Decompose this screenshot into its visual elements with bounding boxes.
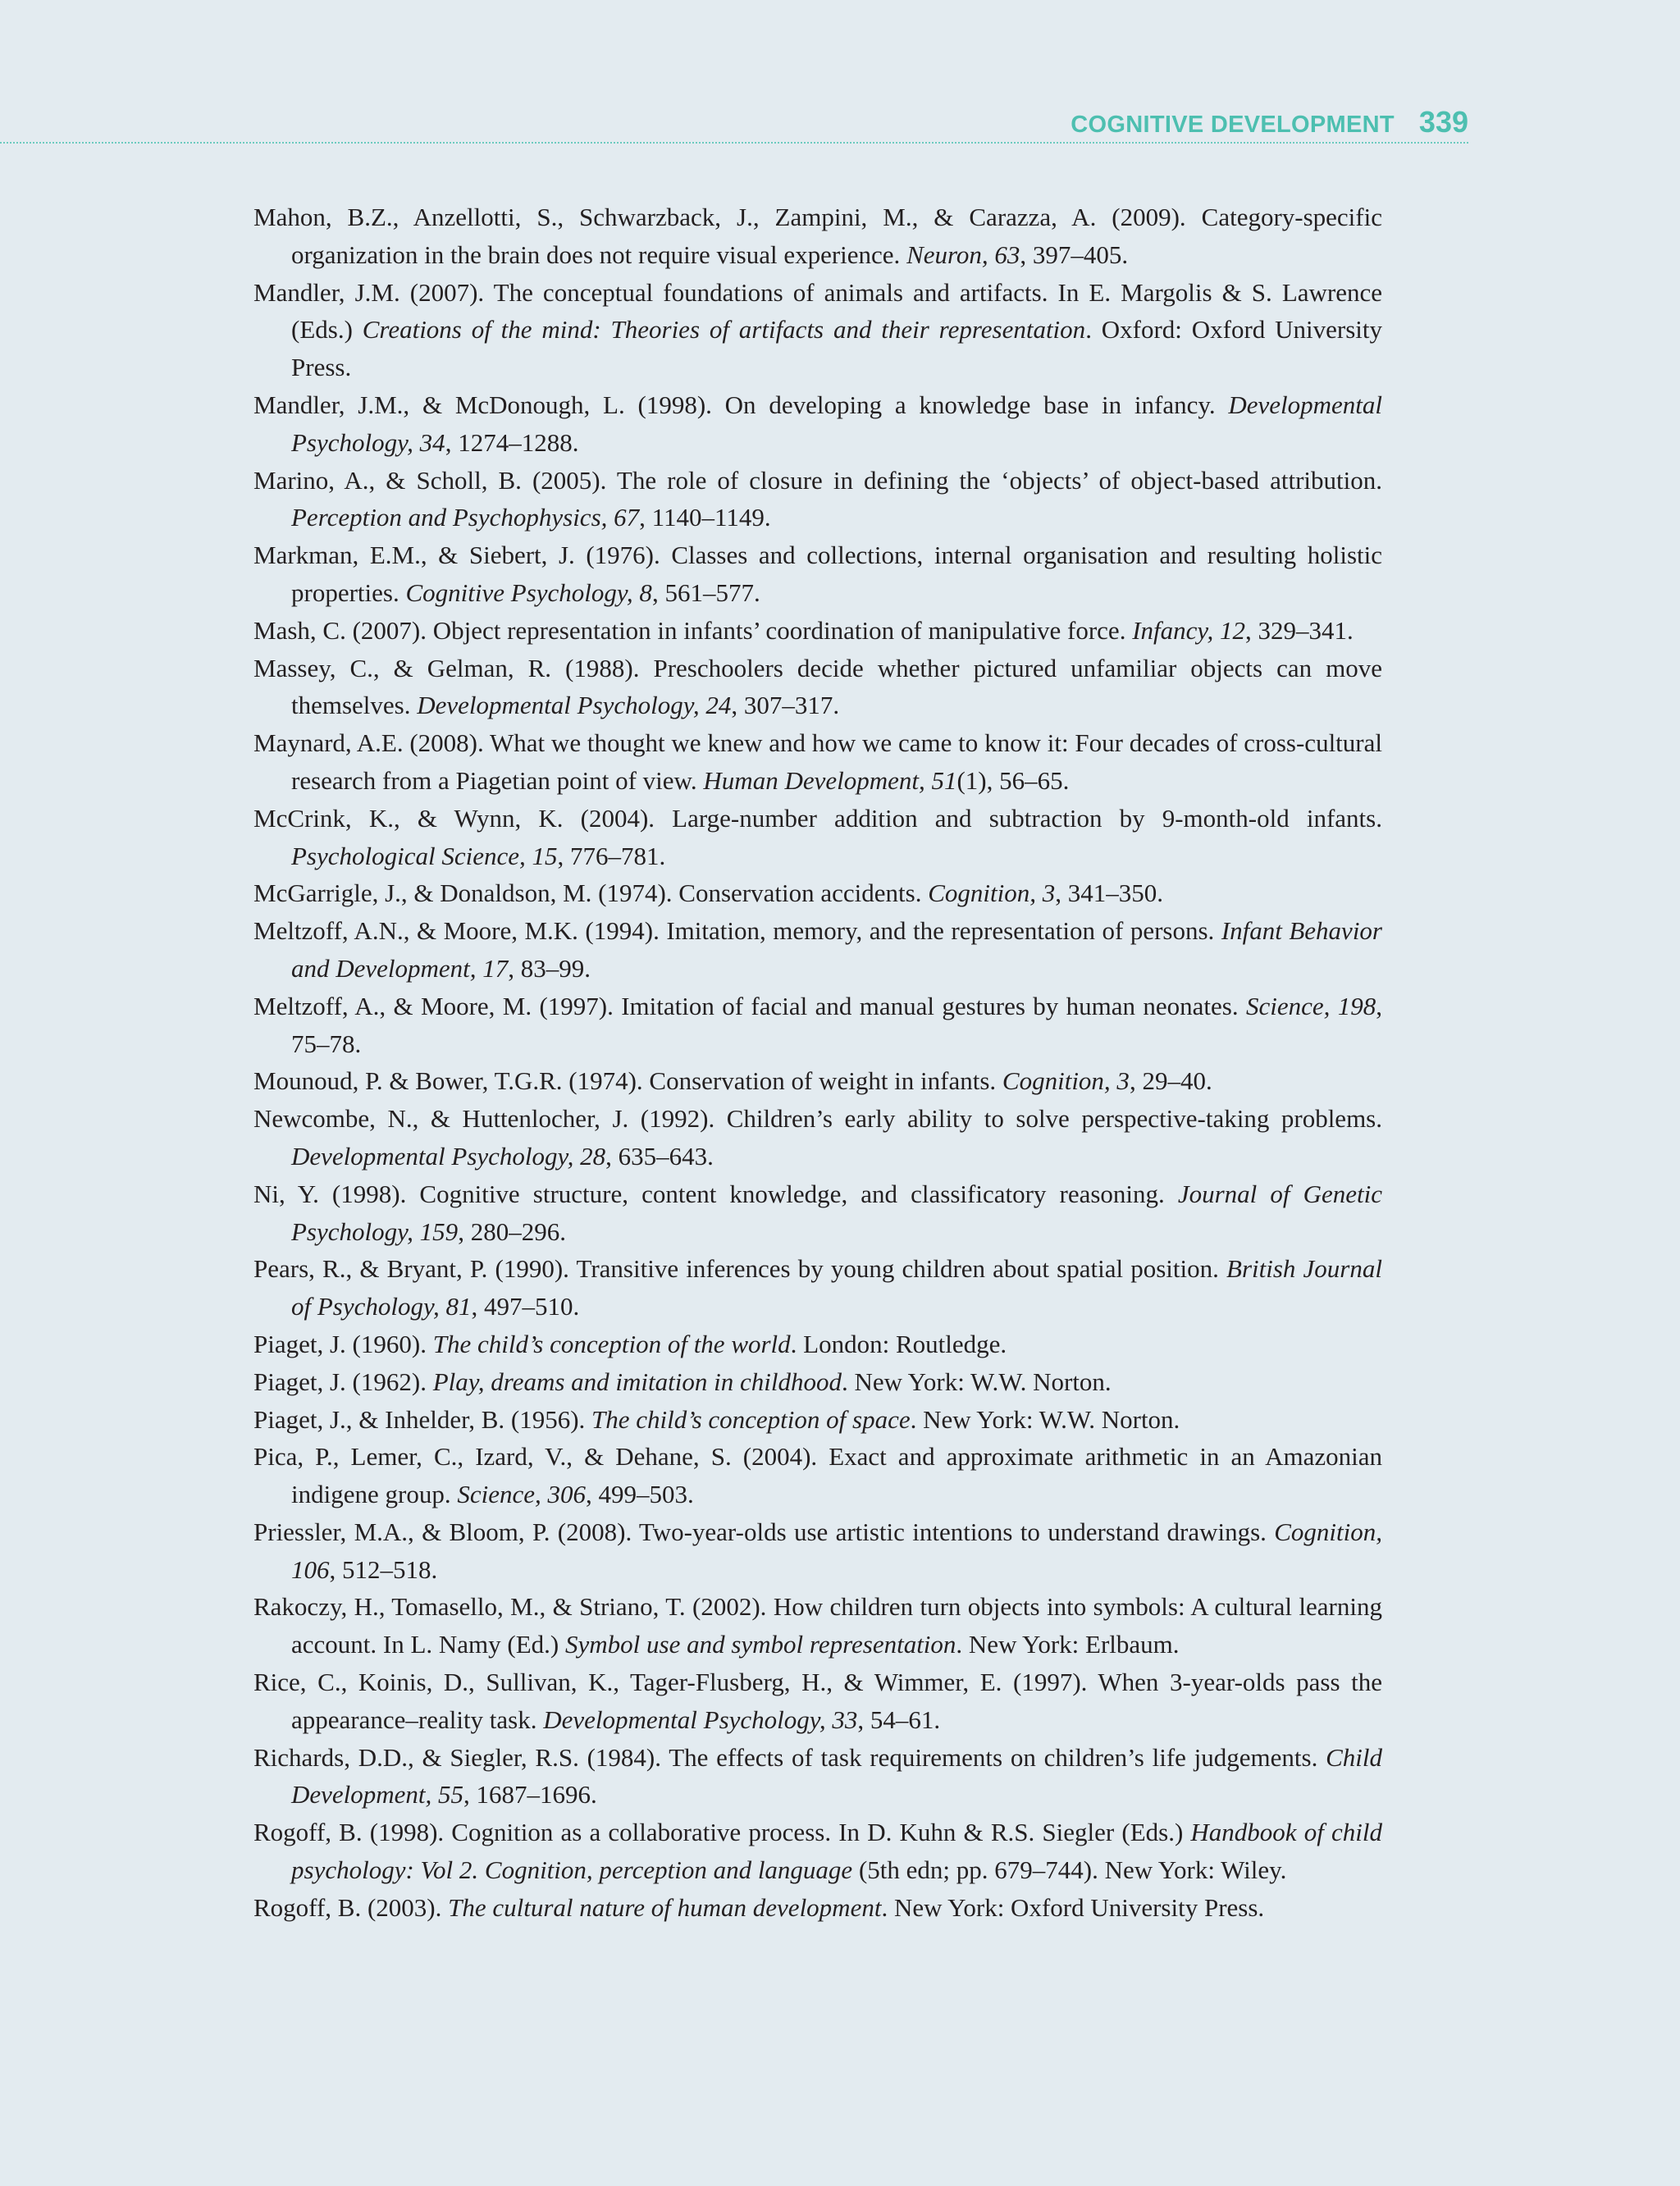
reference-text: Mandler, J.M. (2007). The conceptual foundations of animals and artifacts. In E. Margolis & S. Lawrence (Eds.) bbox=[253, 277, 1382, 345]
reference-details: . London: Routledge. bbox=[790, 1329, 1007, 1358]
reference-entry bbox=[253, 1814, 1382, 1889]
reference-entry bbox=[253, 1326, 1382, 1363]
reference-text: Ni, Y. (1998). Cognitive structure, content knowledge, and classificatory reasoning. bbox=[253, 1179, 1178, 1208]
reference-entry bbox=[253, 1250, 1382, 1326]
reference-details: . New York: Erlbaum. bbox=[956, 1630, 1180, 1659]
running-header bbox=[0, 105, 1468, 139]
reference-entry bbox=[253, 199, 1382, 274]
reference-entry bbox=[253, 1663, 1382, 1739]
reference-source: Human Development, 51 bbox=[703, 765, 957, 795]
reference-entry bbox=[253, 462, 1382, 537]
reference-details: , 29–40. bbox=[1129, 1066, 1212, 1096]
reference-text: Pica, P., Lemer, C., Izard, V., & Dehane, S. (2004). Exact and approximate arithmetic in an Amazonian indigene group. bbox=[253, 1442, 1382, 1509]
reference-entry bbox=[253, 386, 1382, 462]
reference-list bbox=[253, 199, 1382, 1927]
reference-details: , 397–405. bbox=[1020, 240, 1129, 269]
reference-text: McGarrigle, J., & Donaldson, M. (1974). Conservation accidents. bbox=[253, 879, 929, 908]
reference-text: Mounoud, P. & Bower, T.G.R. (1974). Conservation of weight in infants. bbox=[253, 1066, 1002, 1096]
reference-text: Piaget, J., & Inhelder, B. (1956). bbox=[253, 1404, 592, 1434]
reference-details: . Oxford: Oxford University Press. bbox=[291, 315, 1382, 382]
reference-entry bbox=[253, 912, 1382, 988]
reference-text: Mash, C. (2007). Object representation in infants’ coordination of manipulative force. bbox=[253, 615, 1133, 645]
reference-entry bbox=[253, 1175, 1382, 1251]
reference-entry bbox=[253, 874, 1382, 912]
header-rule bbox=[0, 142, 1468, 144]
reference-text: Pears, R., & Bryant, P. (1990). Transitive inferences by young children about spatial position. bbox=[253, 1254, 1227, 1284]
reference-source: Infancy, 12 bbox=[1132, 615, 1245, 645]
reference-details: , 280–296. bbox=[458, 1216, 566, 1246]
reference-text: Rogoff, B. (1998). Cognition as a collaborative process. In D. Kuhn & R.S. Siegler (Eds.) bbox=[253, 1818, 1191, 1847]
reference-details: . New York: W.W. Norton. bbox=[841, 1367, 1112, 1396]
reference-text: Meltzoff, A.N., & Moore, M.K. (1994). Imitation, memory, and the representation of persons. bbox=[253, 916, 1221, 946]
reference-source: British Journal of Psychology, 81 bbox=[291, 1254, 1382, 1321]
reference-entry bbox=[253, 1438, 1382, 1513]
reference-source: Journal of Genetic Psychology, 159 bbox=[291, 1179, 1382, 1246]
reference-details: , 329–341. bbox=[1244, 615, 1354, 645]
reference-text: Rakoczy, H., Tomasello, M., & Striano, T. (2002). How children turn objects into symbols: A cultural learning account. In L. Namy (Ed.) bbox=[253, 1592, 1382, 1659]
reference-source: Cognitive Psychology, 8 bbox=[405, 577, 652, 607]
reference-entry bbox=[253, 1100, 1382, 1175]
reference-source: The child’s conception of space bbox=[591, 1404, 911, 1434]
reference-details: , 54–61. bbox=[857, 1705, 941, 1734]
reference-details: , 776–781. bbox=[557, 841, 666, 870]
reference-source: Developmental Psychology, 33 bbox=[543, 1705, 858, 1734]
reference-text: Mahon, B.Z., Anzellotti, S., Schwarzback, J., Zampini, M., & Carazza, A. (2009). Category-specific organization in the brain does not require visual experience. bbox=[253, 203, 1382, 269]
reference-entry bbox=[253, 650, 1382, 725]
reference-text: Piaget, J. (1960). bbox=[253, 1329, 433, 1358]
reference-text: Marino, A., & Scholl, B. (2005). The role of closure in defining the ‘objects’ of object-based attribution. bbox=[253, 465, 1382, 495]
reference-source: Cognition, 3 bbox=[928, 879, 1056, 908]
reference-source: The child’s conception of the world bbox=[432, 1329, 791, 1358]
reference-text: McCrink, K., & Wynn, K. (2004). Large-number addition and subtraction by 9-month-old infants. bbox=[253, 803, 1382, 833]
reference-text: Newcombe, N., & Huttenlocher, J. (1992). Children’s early ability to solve perspective-taking problems. bbox=[253, 1104, 1382, 1134]
reference-source: Science, 198 bbox=[1245, 991, 1376, 1020]
reference-details: , 1274–1288. bbox=[445, 427, 579, 457]
reference-details: , 83–99. bbox=[508, 953, 591, 983]
reference-details: , 75–78. bbox=[291, 991, 1382, 1058]
page-number: 339 bbox=[1418, 105, 1468, 139]
running-title: COGNITIVE DEVELOPMENT bbox=[1071, 112, 1395, 138]
reference-details: . New York: W.W. Norton. bbox=[910, 1404, 1180, 1434]
reference-details: , 635–643. bbox=[605, 1141, 714, 1171]
reference-text: Markman, E.M., & Siebert, J. (1976). Classes and collections, internal organisation and resulting holistic properties. bbox=[253, 541, 1382, 607]
reference-entry bbox=[253, 274, 1382, 386]
reference-entry bbox=[253, 536, 1382, 612]
reference-entry bbox=[253, 1062, 1382, 1100]
reference-details: , 512–518. bbox=[329, 1554, 438, 1584]
reference-source: Developmental Psychology, 24 bbox=[417, 691, 732, 720]
reference-details: , 1687–1696. bbox=[463, 1780, 597, 1809]
reference-text: Meltzoff, A., & Moore, M. (1997). Imitation of facial and manual gestures by human neonates. bbox=[253, 991, 1246, 1020]
reference-details: , 499–503. bbox=[585, 1480, 694, 1509]
reference-details: , 497–510. bbox=[471, 1292, 580, 1321]
reference-source: Creations of the mind: Theories of artifacts and their representation bbox=[362, 315, 1086, 345]
reference-source: Psychological Science, 15 bbox=[291, 841, 558, 870]
reference-details: . New York: Oxford University Press. bbox=[881, 1892, 1265, 1922]
reference-entry bbox=[253, 1889, 1382, 1927]
reference-entry bbox=[253, 1588, 1382, 1663]
reference-text: Maynard, A.E. (2008). What we thought we knew and how we came to know it: Four decades of cross-cultural research from a Piagetian point of view. bbox=[253, 728, 1382, 795]
reference-details: , 561–577. bbox=[651, 577, 760, 607]
reference-source: The cultural nature of human development bbox=[448, 1892, 882, 1922]
reference-entry bbox=[253, 988, 1382, 1063]
reference-entry bbox=[253, 800, 1382, 875]
reference-text: Massey, C., & Gelman, R. (1988). Preschoolers decide whether pictured unfamiliar objects can move themselves. bbox=[253, 653, 1382, 720]
reference-text: Rice, C., Koinis, D., Sullivan, K., Tager-Flusberg, H., & Wimmer, E. (1997). When 3-year-olds pass the appearance–reality task. bbox=[253, 1668, 1382, 1734]
reference-details: , 1140–1149. bbox=[639, 503, 771, 532]
reference-source: Cognition, 3 bbox=[1002, 1066, 1130, 1096]
reference-source: Science, 306 bbox=[457, 1480, 586, 1509]
reference-details: (1), 56–65. bbox=[956, 765, 1070, 795]
reference-source: Symbol use and symbol representation bbox=[565, 1630, 956, 1659]
reference-text: Piaget, J. (1962). bbox=[253, 1367, 433, 1396]
reference-source: Play, dreams and imitation in childhood bbox=[432, 1367, 842, 1396]
reference-source: Neuron, 63 bbox=[906, 240, 1020, 269]
reference-text: Mandler, J.M., & McDonough, L. (1998). On developing a knowledge base in infancy. bbox=[253, 390, 1229, 419]
reference-entry bbox=[253, 1363, 1382, 1401]
reference-entry bbox=[253, 1739, 1382, 1814]
reference-details: , 307–317. bbox=[731, 691, 840, 720]
reference-text: Richards, D.D., & Siegler, R.S. (1984). The effects of task requirements on children’s life judgements. bbox=[253, 1742, 1326, 1772]
reference-source: Infant Behavior and Development, 17 bbox=[291, 916, 1382, 983]
reference-details: (5th edn; pp. 679–744). New York: Wiley. bbox=[852, 1855, 1287, 1885]
reference-details: , 341–350. bbox=[1055, 879, 1163, 908]
reference-source: Developmental Psychology, 28 bbox=[291, 1141, 606, 1171]
reference-source: Cognition, 106 bbox=[291, 1517, 1382, 1584]
reference-entry bbox=[253, 724, 1382, 800]
reference-source: Handbook of child psychology: Vol 2. Cognition, perception and language bbox=[291, 1818, 1382, 1885]
reference-source: Perception and Psychophysics, 67 bbox=[291, 503, 640, 532]
reference-text: Rogoff, B. (2003). bbox=[253, 1892, 449, 1922]
reference-entry bbox=[253, 1513, 1382, 1589]
reference-source: Developmental Psychology, 34 bbox=[291, 390, 1382, 457]
reference-source: Child Development, 55 bbox=[291, 1742, 1382, 1809]
reference-text: Priessler, M.A., & Bloom, P. (2008). Two-year-olds use artistic intentions to understand drawings. bbox=[253, 1517, 1275, 1546]
reference-entry bbox=[253, 1401, 1382, 1439]
reference-entry bbox=[253, 612, 1382, 650]
